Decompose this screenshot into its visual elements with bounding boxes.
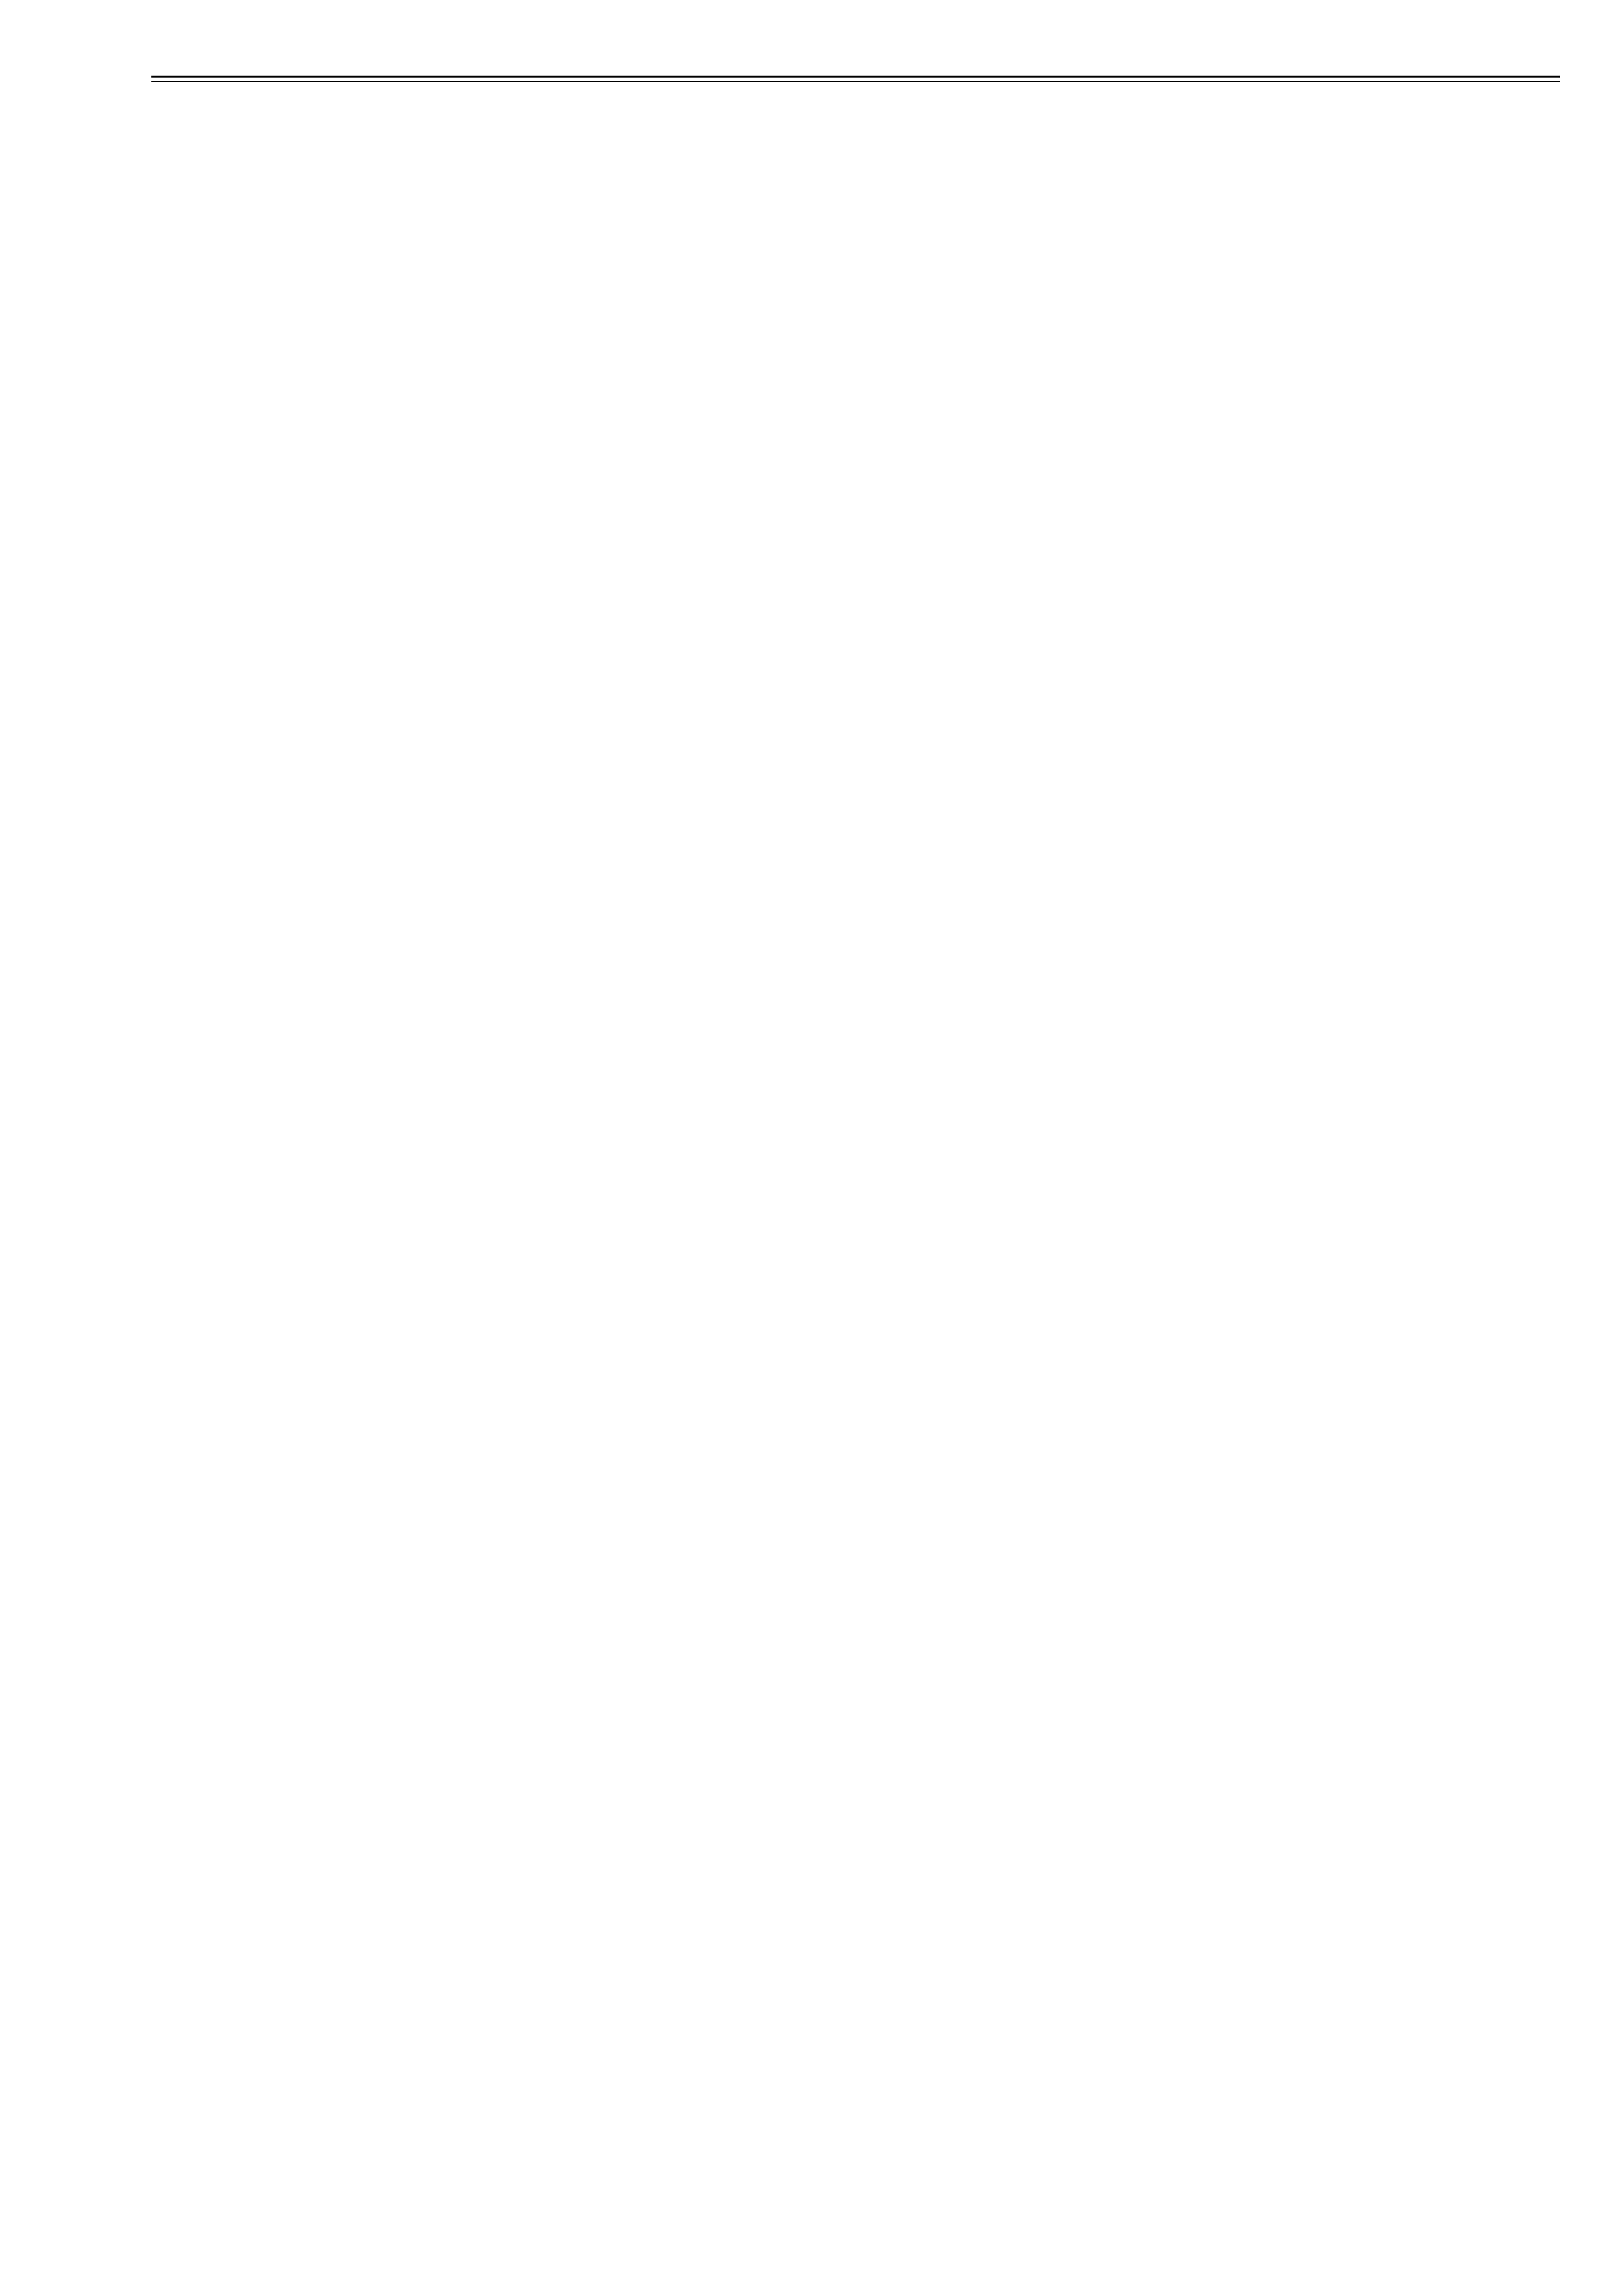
header-rule	[151, 76, 1560, 78]
header-rule-thin	[151, 81, 1560, 82]
